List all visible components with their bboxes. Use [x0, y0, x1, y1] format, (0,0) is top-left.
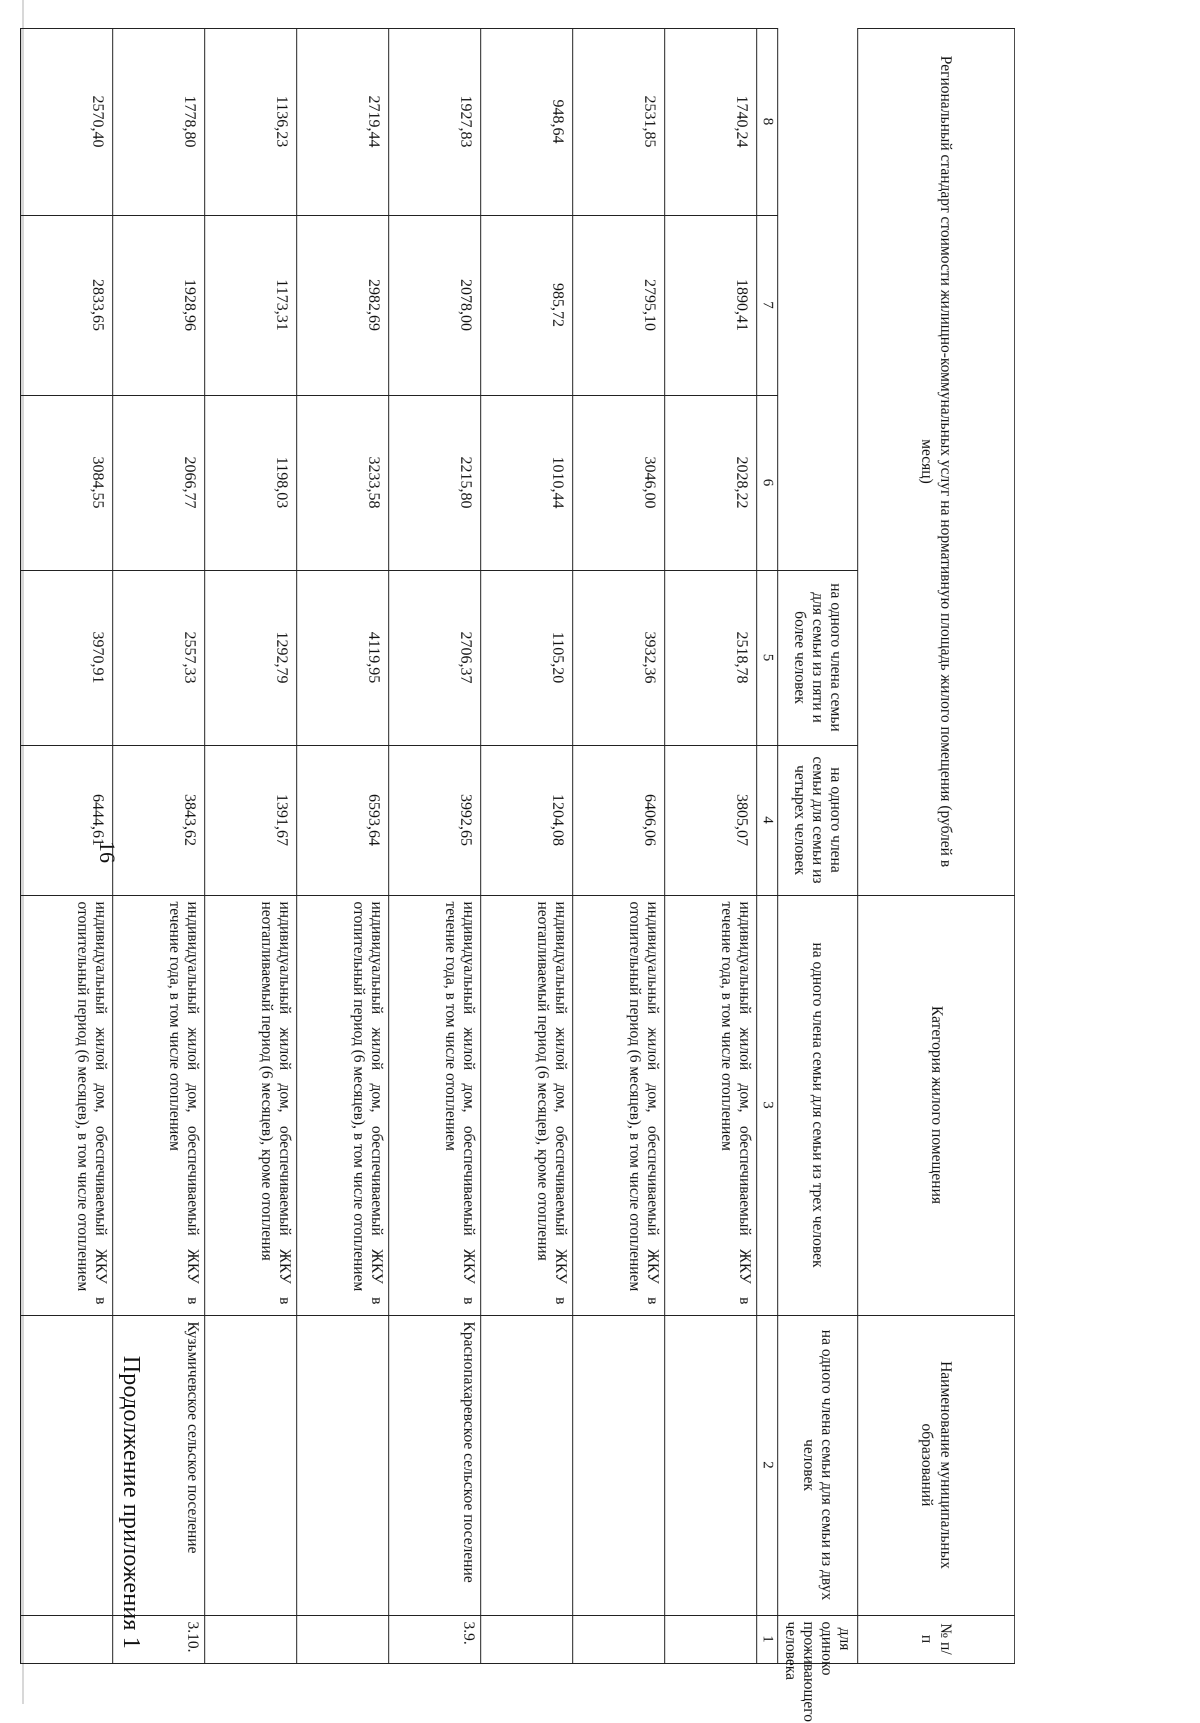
row-number: [573, 1616, 665, 1664]
col-num-4: 4: [757, 746, 778, 896]
table-row: [205, 29, 297, 1664]
row-number: [481, 1616, 573, 1664]
row-municipality-name: Кузьмичевское сельское поселение: [113, 1316, 205, 1616]
row-value: 2215,80: [389, 396, 481, 571]
row-municipality-name: [573, 1316, 665, 1616]
row-value: 3843,62: [113, 746, 205, 896]
row-category: индивидуальный жилой дом, обеспечиваемый ЖКУ в течение года, в том числе отоплением: [665, 896, 757, 1316]
row-value: 6406,06: [573, 746, 665, 896]
row-value: 2557,33: [113, 571, 205, 746]
row-value: 3932,36: [573, 571, 665, 746]
col-num-8: 8: [757, 29, 778, 216]
row-value: 1198,03: [205, 396, 297, 571]
row-municipality-name: [481, 1316, 573, 1616]
row-value: 1391,67: [205, 746, 297, 896]
row-value: 948,64: [481, 29, 573, 216]
table-body: [21, 29, 757, 1664]
table-row: [389, 29, 481, 1664]
row-category: индивидуальный жилой дом, обеспечиваемый ЖКУ в отопительный период (6 месяцев), в том числе отоплением: [573, 896, 665, 1316]
row-municipality-name: Краснопахаревское сельское поселение: [389, 1316, 481, 1616]
row-category: индивидуальный жилой дом, обеспечиваемый ЖКУ в отопительный период (6 месяцев), в том числе отоплением: [21, 896, 113, 1316]
row-value: 1010,44: [481, 396, 573, 571]
header-sub-single: для одиноко проживающего человека: [777, 1616, 857, 1664]
page-number: 16: [95, 841, 120, 863]
row-value: 3805,07: [665, 746, 757, 896]
table-row: [481, 29, 573, 1664]
standards-table: [20, 28, 1015, 1723]
col-num-6: 6: [757, 396, 778, 571]
table-row: [573, 29, 665, 1664]
col-num-5: 5: [757, 571, 778, 746]
row-value: 2518,78: [665, 571, 757, 746]
header-sub-four: на одного члена семьи для семьи из четырех человек: [777, 746, 857, 896]
column-number-row: [757, 29, 778, 1664]
row-value: 1204,08: [481, 746, 573, 896]
col-num-2: 2: [757, 1316, 778, 1616]
header-row: [858, 29, 1015, 1664]
row-value: 1292,79: [205, 571, 297, 746]
subheader-row: [777, 29, 857, 1664]
row-value: 985,72: [481, 216, 573, 396]
row-value: 4119,95: [297, 571, 389, 746]
row-value: 2570,40: [21, 29, 113, 216]
row-category: индивидуальный жилой дом, обеспечиваемый ЖКУ в отопительный период (6 месяцев), в том числе отоплением: [297, 896, 389, 1316]
row-category: индивидуальный жилой дом, обеспечиваемый ЖКУ в течение года, в том числе отоплением: [113, 896, 205, 1316]
table-row: [21, 29, 113, 1664]
header-sub-three: на одного члена семьи для семьи из трех человек: [777, 896, 857, 1316]
header-category: Категория жилого помещения: [858, 896, 1015, 1316]
row-value: 2078,00: [389, 216, 481, 396]
row-value: 1890,41: [665, 216, 757, 396]
row-value: 2795,10: [573, 216, 665, 396]
row-value: 1136,23: [205, 29, 297, 216]
row-value: 6444,61: [21, 746, 113, 896]
header-group: Региональный стандарт стоимости жилищно-коммунальных услуг на нормативную площадь жилого помещения (рублей в месяц): [858, 29, 1015, 896]
row-number: [21, 1616, 113, 1664]
header-name: Наименование муниципальных образований: [858, 1316, 1015, 1616]
row-value: 2982,69: [297, 216, 389, 396]
table-row: [113, 29, 205, 1664]
table-row: [297, 29, 389, 1664]
header-sub-two: на одного члена семьи для семьи из двух человек: [777, 1316, 857, 1616]
row-category: индивидуальный жилой дом, обеспечиваемый ЖКУ в неотапливаемый период (6 месяцев), кроме отопления: [481, 896, 573, 1316]
row-value: 1778,80: [113, 29, 205, 216]
row-municipality-name: [21, 1316, 113, 1616]
table-header: [757, 29, 1015, 1723]
header-num: № п/п: [858, 1616, 1015, 1664]
row-value: 1740,24: [665, 29, 757, 216]
row-value: 2719,44: [297, 29, 389, 216]
continuation-title: Продолжение приложения 1: [118, 1355, 144, 1649]
row-value: 2833,65: [21, 216, 113, 396]
row-municipality-name: [665, 1316, 757, 1616]
row-value: 1928,96: [113, 216, 205, 396]
row-value: 3046,00: [573, 396, 665, 571]
header-sub-five: на одного члена семьи для семьи из пяти и более человек: [777, 571, 857, 746]
row-value: 2531,85: [573, 29, 665, 216]
row-value: 2028,22: [665, 396, 757, 571]
row-value: 2066,77: [113, 396, 205, 571]
row-number: 3.9.: [389, 1616, 481, 1664]
row-value: 3084,55: [21, 396, 113, 571]
row-number: 3.10.: [113, 1616, 205, 1664]
row-number: [665, 1616, 757, 1664]
row-number: [205, 1616, 297, 1664]
row-category: индивидуальный жилой дом, обеспечиваемый ЖКУ в течение года, в том числе отоплением: [389, 896, 481, 1316]
row-value: 1927,83: [389, 29, 481, 216]
row-value: 3970,91: [21, 571, 113, 746]
row-number: [297, 1616, 389, 1664]
row-value: 1173,31: [205, 216, 297, 396]
row-category: индивидуальный жилой дом, обеспечиваемый ЖКУ в неотапливаемый период (6 месяцев), кроме отопления: [205, 896, 297, 1316]
row-value: 3233,58: [297, 396, 389, 571]
col-num-7: 7: [757, 216, 778, 396]
row-municipality-name: [205, 1316, 297, 1616]
row-value: 6593,64: [297, 746, 389, 896]
col-num-1: 1: [757, 1616, 778, 1664]
row-value: 2706,37: [389, 571, 481, 746]
table-row: [665, 29, 757, 1664]
row-municipality-name: [297, 1316, 389, 1616]
row-value: 1105,20: [481, 571, 573, 746]
row-value: 3992,65: [389, 746, 481, 896]
col-num-3: 3: [757, 896, 778, 1316]
